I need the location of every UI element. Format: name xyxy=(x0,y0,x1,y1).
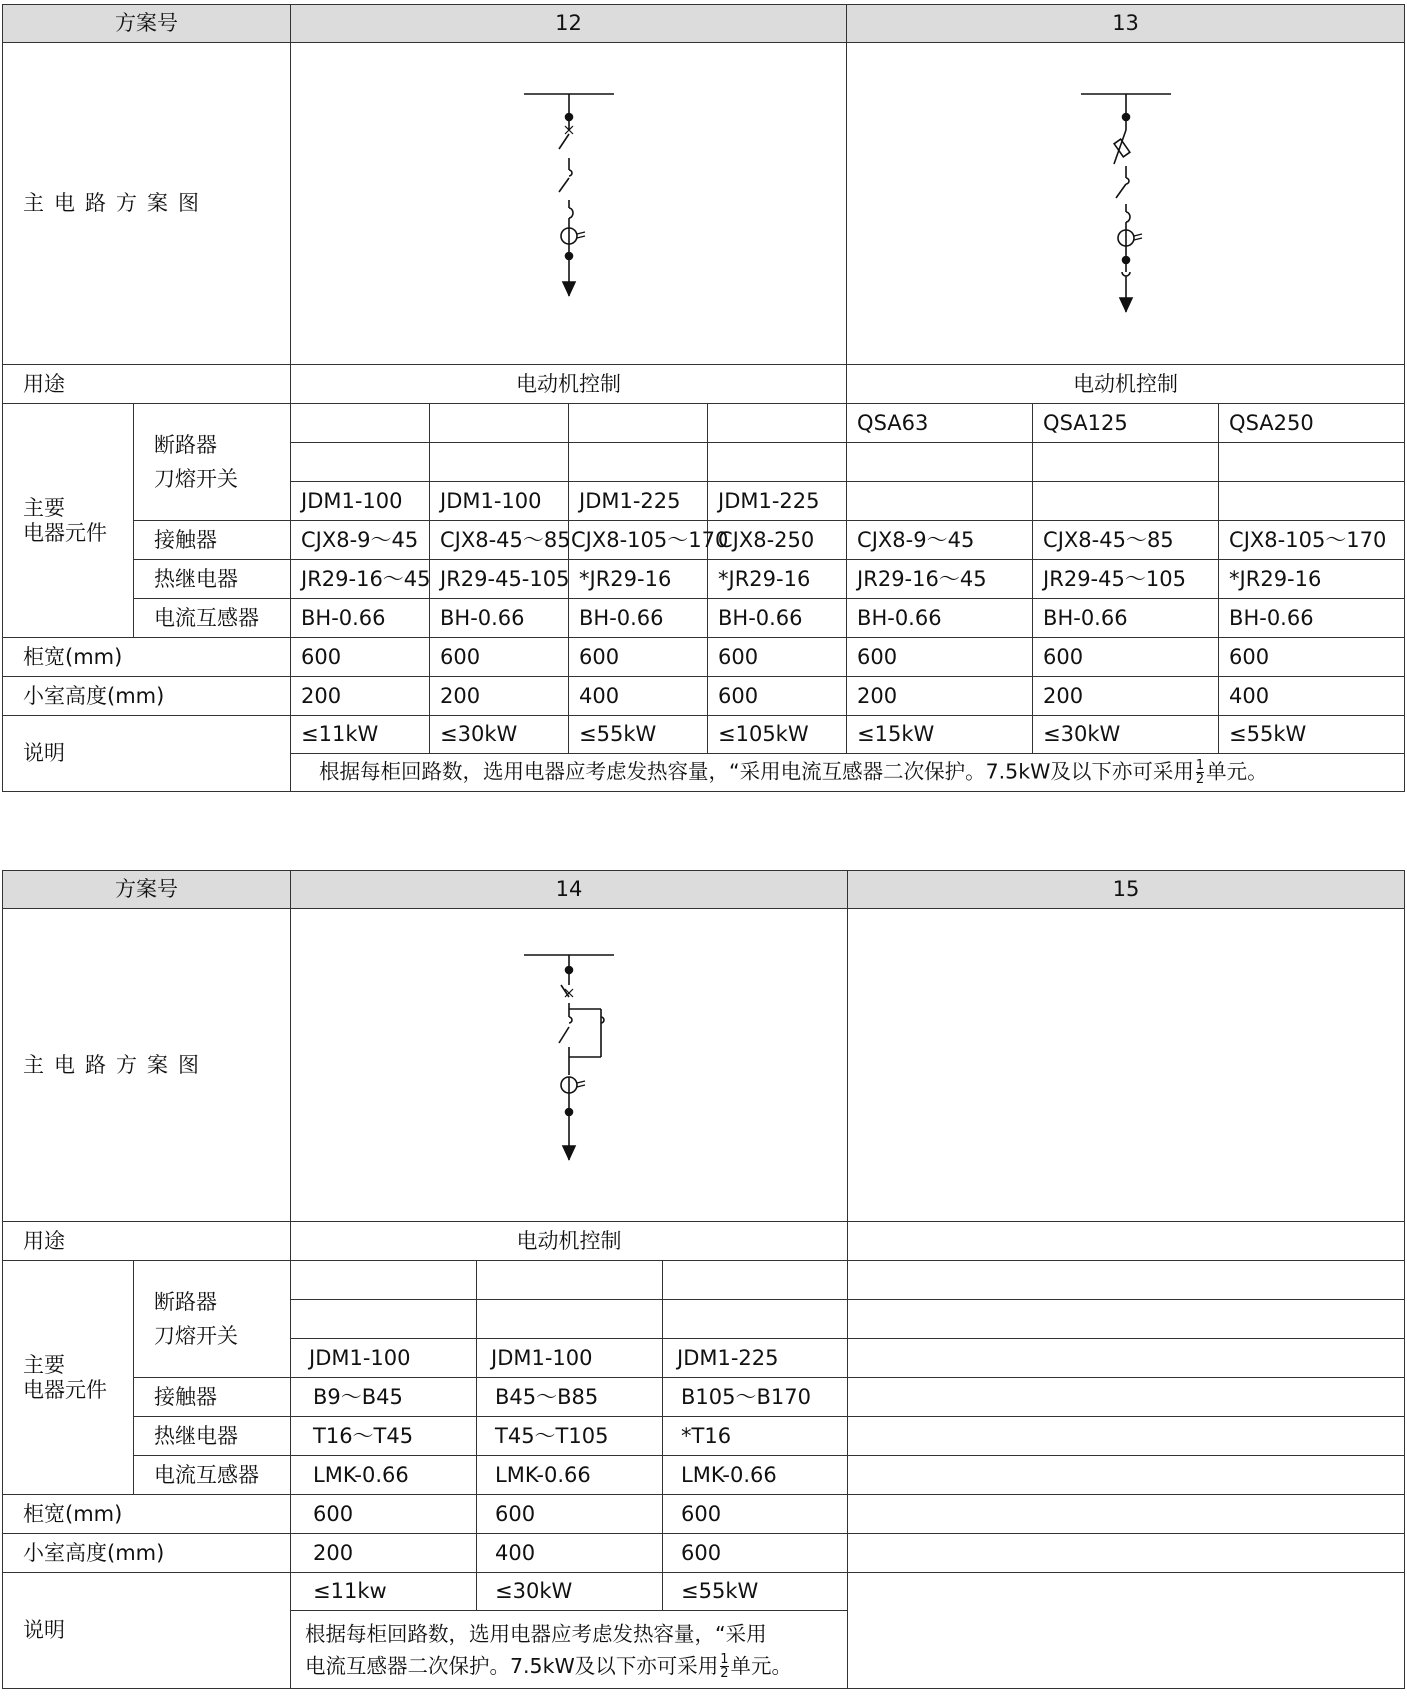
table-cell: BH-0.66 xyxy=(1219,599,1405,638)
usage-14: 电动机控制 xyxy=(291,1222,848,1261)
table-cell: 600 xyxy=(1219,638,1405,677)
table-cell: BH-0.66 xyxy=(1033,599,1219,638)
table-cell: JR29-16～45 xyxy=(291,560,430,599)
table-cell: 400 xyxy=(569,677,708,716)
breaker-label xyxy=(134,404,291,521)
main-components-label xyxy=(3,404,134,638)
circuit-diagram-14 xyxy=(291,909,848,1222)
note-text-12-13 xyxy=(291,754,1405,792)
fraction-one-half xyxy=(720,1653,728,1680)
note-text-tail: 单元。 xyxy=(1206,759,1268,784)
fraction-den: 2 xyxy=(1195,772,1205,787)
notes-label: 说明 xyxy=(3,1573,291,1689)
table-cell xyxy=(848,1417,1405,1456)
circuit-diagram-12 xyxy=(291,43,847,365)
contact-hook xyxy=(1126,178,1129,184)
table-cell: CJX8-9～45 xyxy=(291,521,430,560)
table-cell: 200 xyxy=(291,1534,477,1573)
table-cell xyxy=(477,1261,663,1300)
main-circuit-label xyxy=(3,909,291,1222)
breaker-label xyxy=(134,1261,291,1378)
ct-tick xyxy=(577,1081,585,1083)
cabinet-width-label: 柜宽(mm) xyxy=(3,638,291,677)
table-cell: ≤55kW xyxy=(663,1573,848,1611)
cabinet-width-label: 柜宽(mm) xyxy=(3,1495,291,1534)
main-components-line1: 主要 xyxy=(23,1353,65,1378)
arrow-down-icon xyxy=(563,282,575,295)
table-cell xyxy=(1033,482,1219,521)
table-cell: QSA125 xyxy=(1033,404,1219,443)
circuit-diagram-15-empty xyxy=(848,909,1405,1222)
table-cell: CJX8-105～170 xyxy=(1219,521,1405,560)
table-cell: CJX8-105～170 xyxy=(569,521,708,560)
table-cell: 600 xyxy=(663,1534,848,1573)
table-cell xyxy=(708,404,847,443)
table-cell: ≤15kW xyxy=(847,716,1033,754)
table-cell: B45～B85 xyxy=(477,1378,663,1417)
table-cell: JDM1-100 xyxy=(291,482,430,521)
terminal-cup xyxy=(1122,272,1130,276)
circuit-diagram-13 xyxy=(847,43,1405,365)
note-text-tail: 单元。 xyxy=(730,1653,793,1678)
notes-15-empty xyxy=(848,1573,1405,1689)
scheme-15-header: 15 xyxy=(848,871,1405,909)
contactor-contact-icon xyxy=(1116,184,1126,198)
table-cell xyxy=(663,1300,848,1339)
table-cell: BH-0.66 xyxy=(430,599,569,638)
contactor-label: 接触器 xyxy=(134,1378,291,1417)
table-cell xyxy=(1219,443,1405,482)
scheme-no-label: 方案号 xyxy=(3,5,291,43)
table-cell xyxy=(430,443,569,482)
table-cell: ≤11kW xyxy=(291,716,430,754)
table-cell xyxy=(848,1534,1405,1573)
table-cell: JDM1-225 xyxy=(708,482,847,521)
table-cell: B9～B45 xyxy=(291,1378,477,1417)
table-cell: *JR29-16 xyxy=(1219,560,1405,599)
table-cell: JR29-45～105 xyxy=(1033,560,1219,599)
thermal-element-icon xyxy=(569,208,573,218)
table-cell: T45～T105 xyxy=(477,1417,663,1456)
table-cell xyxy=(848,1495,1405,1534)
table-cell: JDM1-100 xyxy=(430,482,569,521)
table-cell xyxy=(291,1300,477,1339)
circuit-diagram-12-svg xyxy=(509,84,629,324)
fraction-den: 2 xyxy=(720,1666,729,1681)
contact-hook xyxy=(569,1017,572,1023)
table-cell: BH-0.66 xyxy=(569,599,708,638)
main-components-line1: 主要 xyxy=(23,496,65,521)
table-cell xyxy=(848,1456,1405,1495)
table-cell: 200 xyxy=(847,677,1033,716)
terminal-dot xyxy=(566,967,573,974)
ct-label: 电流互感器 xyxy=(134,599,291,638)
table-cell xyxy=(663,1261,848,1300)
note-line2-text: 电流互感器二次保护。7.5kW及以下亦可采用 xyxy=(305,1653,719,1678)
table-cell: 600 xyxy=(663,1495,848,1534)
contact-hook xyxy=(569,170,572,176)
table-cell: ≤55kW xyxy=(569,716,708,754)
main-circuit-label xyxy=(3,43,291,365)
usage-15-empty xyxy=(848,1222,1405,1261)
table-cell: ≤105kW xyxy=(708,716,847,754)
table-cell: ≤11kw xyxy=(291,1573,477,1611)
thermal-relay-label: 热继电器 xyxy=(134,1417,291,1456)
table-cell: 600 xyxy=(1033,638,1219,677)
usage-label: 用途 xyxy=(3,1222,291,1261)
table-cell: *T16 xyxy=(663,1417,848,1456)
room-height-label: 小室高度(mm) xyxy=(3,1534,291,1573)
contactor-label: 接触器 xyxy=(134,521,291,560)
table-cell xyxy=(1219,482,1405,521)
note-line2 xyxy=(305,1650,843,1682)
table-cell xyxy=(847,443,1033,482)
breaker-contact-icon xyxy=(559,134,569,149)
scheme-13-header: 13 xyxy=(847,5,1405,43)
table-cell xyxy=(291,1261,477,1300)
breaker-line2: 刀熔开关 xyxy=(154,467,238,491)
table-cell: CJX8-45～85 xyxy=(430,521,569,560)
terminal-dot xyxy=(1122,113,1129,120)
table-cell xyxy=(569,404,708,443)
table-cell: ≤30kW xyxy=(477,1573,663,1611)
scheme-table-14-15 xyxy=(2,870,1405,1689)
arrow-down-icon xyxy=(1120,298,1132,311)
table-cell: JDM1-225 xyxy=(569,482,708,521)
thermal-element-icon xyxy=(1126,212,1130,222)
main-circuit-text: 主电路方案图 xyxy=(23,1052,209,1077)
table-cell: 600 xyxy=(430,638,569,677)
fraction-one-half xyxy=(1196,759,1204,786)
arrow-down-icon xyxy=(563,1146,575,1159)
ct-tick xyxy=(1134,234,1142,236)
circuit-diagram-14-svg xyxy=(509,945,629,1185)
table-cell: 600 xyxy=(291,638,430,677)
circuit-diagram-13-svg xyxy=(1066,84,1186,324)
breaker-line1: 断路器 xyxy=(154,1290,217,1314)
terminal-dot xyxy=(566,1109,573,1116)
main-circuit-text: 主电路方案图 xyxy=(23,191,209,216)
scheme-14-header: 14 xyxy=(291,871,848,909)
main-components-line2: 电器元件 xyxy=(23,520,107,545)
usage-12: 电动机控制 xyxy=(291,365,847,404)
table-cell: CJX8-250 xyxy=(708,521,847,560)
table-cell xyxy=(477,1300,663,1339)
breaker-line1: 断路器 xyxy=(154,433,217,457)
table-cell xyxy=(430,404,569,443)
note-text-14 xyxy=(291,1611,848,1689)
contactor-contact-icon xyxy=(559,178,569,192)
table-cell: CJX8-9～45 xyxy=(847,521,1033,560)
table-cell: 600 xyxy=(291,1495,477,1534)
table-cell: 400 xyxy=(1219,677,1405,716)
ct-tick xyxy=(1134,238,1142,240)
note-line1: 根据每柜回路数，选用电器应考虑发热容量，“采用 xyxy=(305,1621,767,1646)
table-cell: 600 xyxy=(569,638,708,677)
table-cell: 600 xyxy=(477,1495,663,1534)
thermal-relay-label: 热继电器 xyxy=(134,560,291,599)
table-cell xyxy=(848,1261,1405,1300)
table-cell: 200 xyxy=(1033,677,1219,716)
table-cell: ≤30kW xyxy=(430,716,569,754)
note-text-main: 根据每柜回路数，选用电器应考虑发热容量，“采用电流互感器二次保护。7.5kW及以下亦可采用 xyxy=(319,759,1194,784)
table-cell: QSA250 xyxy=(1219,404,1405,443)
table-cell xyxy=(1033,443,1219,482)
table-cell: JDM1-225 xyxy=(663,1339,848,1378)
scheme-no-label: 方案号 xyxy=(3,871,291,909)
breaker-line2: 刀熔开关 xyxy=(154,1324,238,1348)
table-cell: 200 xyxy=(291,677,430,716)
table-cell: 400 xyxy=(477,1534,663,1573)
terminal-dot xyxy=(1122,256,1129,263)
table-cell xyxy=(708,443,847,482)
scheme-12-header: 12 xyxy=(291,5,847,43)
table-cell xyxy=(848,1339,1405,1378)
ct-tick xyxy=(577,1085,585,1087)
table-cell: JR29-16～45 xyxy=(847,560,1033,599)
scheme-table-12-13 xyxy=(2,4,1405,792)
table-cell: 600 xyxy=(708,638,847,677)
table-cell: BH-0.66 xyxy=(291,599,430,638)
table-cell: B105～B170 xyxy=(663,1378,848,1417)
table-cell: LMK-0.66 xyxy=(477,1456,663,1495)
fraction-num: 1 xyxy=(1195,758,1205,773)
table-cell: JR29-45-105 xyxy=(430,560,569,599)
table-cell: 600 xyxy=(708,677,847,716)
room-height-label: 小室高度(mm) xyxy=(3,677,291,716)
main-components-label xyxy=(3,1261,134,1495)
ct-tick xyxy=(577,232,585,234)
fraction-num: 1 xyxy=(720,1652,729,1667)
contactor-contact-icon xyxy=(559,1027,569,1043)
table-cell: ≤55kW xyxy=(1219,716,1405,754)
table-cell: JDM1-100 xyxy=(291,1339,477,1378)
table-cell: ≤30kW xyxy=(1033,716,1219,754)
table-cell xyxy=(291,443,430,482)
usage-13: 电动机控制 xyxy=(847,365,1405,404)
table-cell: *JR29-16 xyxy=(569,560,708,599)
table-cell: QSA63 xyxy=(847,404,1033,443)
table-cell: 200 xyxy=(430,677,569,716)
table-cell xyxy=(291,404,430,443)
table-cell: *JR29-16 xyxy=(708,560,847,599)
table-cell: BH-0.66 xyxy=(708,599,847,638)
ct-label: 电流互感器 xyxy=(134,1456,291,1495)
terminal-dot xyxy=(565,113,572,120)
terminal-dot xyxy=(565,252,572,259)
main-components-line2: 电器元件 xyxy=(23,1377,107,1402)
table-cell: LMK-0.66 xyxy=(291,1456,477,1495)
table-cell: BH-0.66 xyxy=(847,599,1033,638)
table-cell: CJX8-45～85 xyxy=(1033,521,1219,560)
table-cell xyxy=(848,1378,1405,1417)
table-cell: 600 xyxy=(847,638,1033,677)
notes-label: 说明 xyxy=(3,716,291,792)
ct-tick xyxy=(577,236,585,238)
table-cell xyxy=(569,443,708,482)
table-cell: LMK-0.66 xyxy=(663,1456,848,1495)
table-cell xyxy=(848,1300,1405,1339)
table-cell: JDM1-100 xyxy=(477,1339,663,1378)
table-cell: T16～T45 xyxy=(291,1417,477,1456)
table-cell xyxy=(847,482,1033,521)
usage-label: 用途 xyxy=(3,365,291,404)
